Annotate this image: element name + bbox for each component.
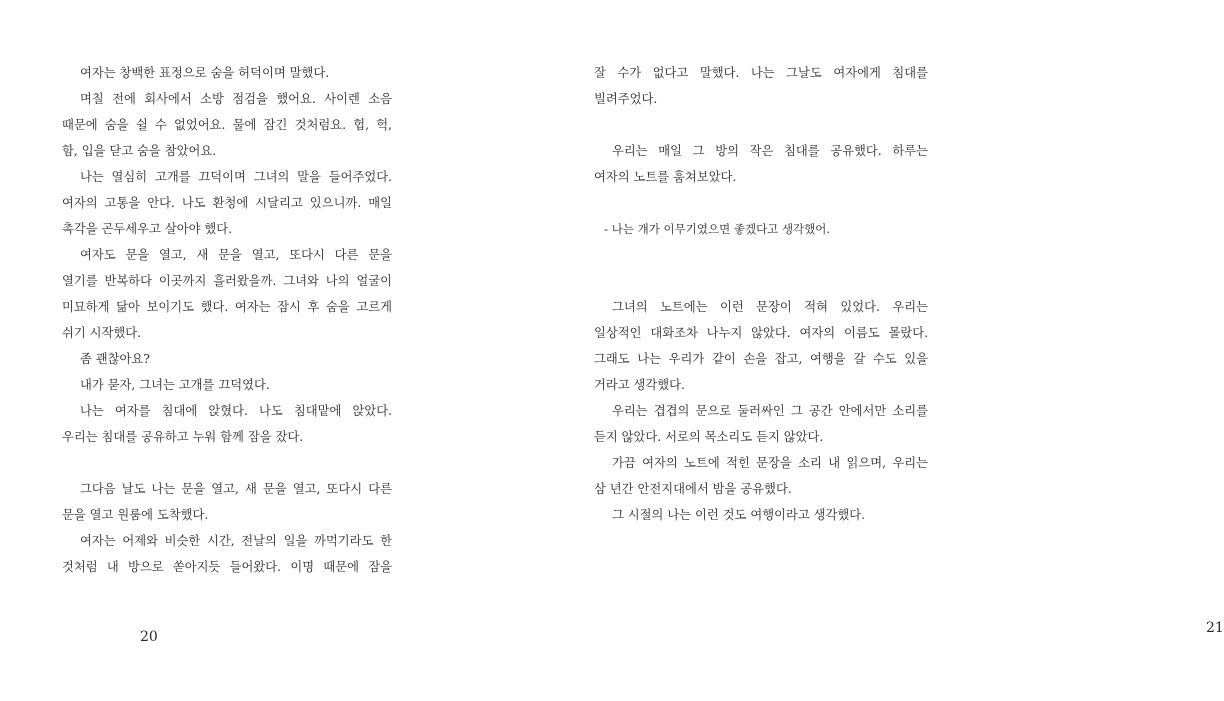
right-page-text xyxy=(594,60,928,528)
blank-line xyxy=(594,268,928,294)
text-line: 여자도 문을 열고, 새 문을 열고, 또다시 다른 문을 xyxy=(80,248,392,262)
text-line: 그 시절의 나는 이런 것도 여행이라고 생각했다. xyxy=(612,508,866,522)
text-line: 우리는 겹겹의 문으로 둘러싸인 그 공간 안에서만 소리를 xyxy=(612,404,928,418)
left-page xyxy=(62,0,392,701)
page-number: 20 xyxy=(140,629,158,645)
text-line: 가끔 여자의 노트에 적힌 문장을 소리 내 읽으며, 우리는 xyxy=(612,456,928,470)
text-line: 나는 열심히 고개를 끄덕이며 그녀의 말을 들어주었다. xyxy=(80,170,392,184)
text-line: 때문에 숨을 쉴 수 없었어요. 물에 잠긴 것처럼요. 헙, 헉, xyxy=(62,118,392,132)
text-line: 거라고 생각했다. xyxy=(594,378,685,392)
blank-line xyxy=(594,112,928,138)
text-line: 그래도 나는 우리가 같이 손을 잡고, 여행을 갈 수도 있을 xyxy=(594,352,928,366)
text-line: 촉각을 곤두세우고 살아야 했다. xyxy=(62,222,233,236)
text-line: 며칠 전에 회사에서 소방 점검을 했어요. 사이렌 소음 xyxy=(80,92,392,106)
page-number: 21 xyxy=(1206,620,1224,636)
blank-line xyxy=(594,242,928,268)
text-line: 우리는 침대를 공유하고 누워 함께 잠을 잤다. xyxy=(62,430,304,444)
text-line: 미묘하게 닮아 보이기도 했다. 여자는 잠시 후 숨을 고르게 xyxy=(62,300,392,314)
text-line: 그다음 날도 나는 문을 열고, 새 문을 열고, 또다시 다른 xyxy=(80,482,392,496)
blank-line xyxy=(62,450,392,476)
text-line: 삼 년간 안전지대에서 밤을 공유했다. xyxy=(594,482,792,496)
text-line: 일상적인 대화조차 나누지 않았다. 여자의 이름도 몰랐다. xyxy=(594,326,928,340)
text-line: 문을 열고 원룸에 도착했다. xyxy=(62,508,209,522)
right-page xyxy=(594,0,1224,701)
text-line: 쉬기 시작했다. xyxy=(62,326,142,340)
text-line: 열기를 반복하다 이곳까지 흘러왔을까. 그녀와 나의 얼굴이 xyxy=(62,274,392,288)
text-line: 여자는 창백한 표정으로 숨을 허덕이며 말했다. xyxy=(80,66,330,80)
text-line: 여자의 노트를 훔쳐보았다. xyxy=(594,170,737,184)
text-line: 나는 여자를 침대에 앉혔다. 나도 침대맡에 앉았다. xyxy=(80,404,392,418)
blank-line xyxy=(594,190,928,216)
text-line: 내가 묻자, 그녀는 고개를 끄덕였다. xyxy=(80,378,270,392)
text-line: 여자는 어제와 비슷한 시간, 전날의 일을 까먹기라도 한 xyxy=(80,534,392,548)
text-line: 빌려주었다. xyxy=(594,92,658,106)
text-line: 우리는 매일 그 방의 작은 침대를 공유했다. 하루는 xyxy=(612,144,928,158)
text-line: 좀 괜찮아요? xyxy=(80,352,150,366)
text-line: 듣지 않았다. 서로의 목소리도 듣지 않았다. xyxy=(594,430,824,444)
text-line: 여자의 고통을 안다. 나도 환청에 시달리고 있으니까. 매일 xyxy=(62,196,392,210)
left-page-text xyxy=(62,60,392,580)
text-line: 것처럼 내 방으로 쏟아지듯 들어왔다. 이명 때문에 잠을 xyxy=(62,560,392,574)
text-line: 잘 수가 없다고 말했다. 나는 그날도 여자에게 침대를 xyxy=(594,66,928,80)
quoted-note-line: - 나는 걔가 이무기였으면 좋겠다고 생각했어. xyxy=(604,222,831,236)
text-line: 그녀의 노트에는 이런 문장이 적혀 있었다. 우리는 xyxy=(612,300,928,314)
text-line: 함, 입을 닫고 숨을 참았어요. xyxy=(62,144,217,158)
